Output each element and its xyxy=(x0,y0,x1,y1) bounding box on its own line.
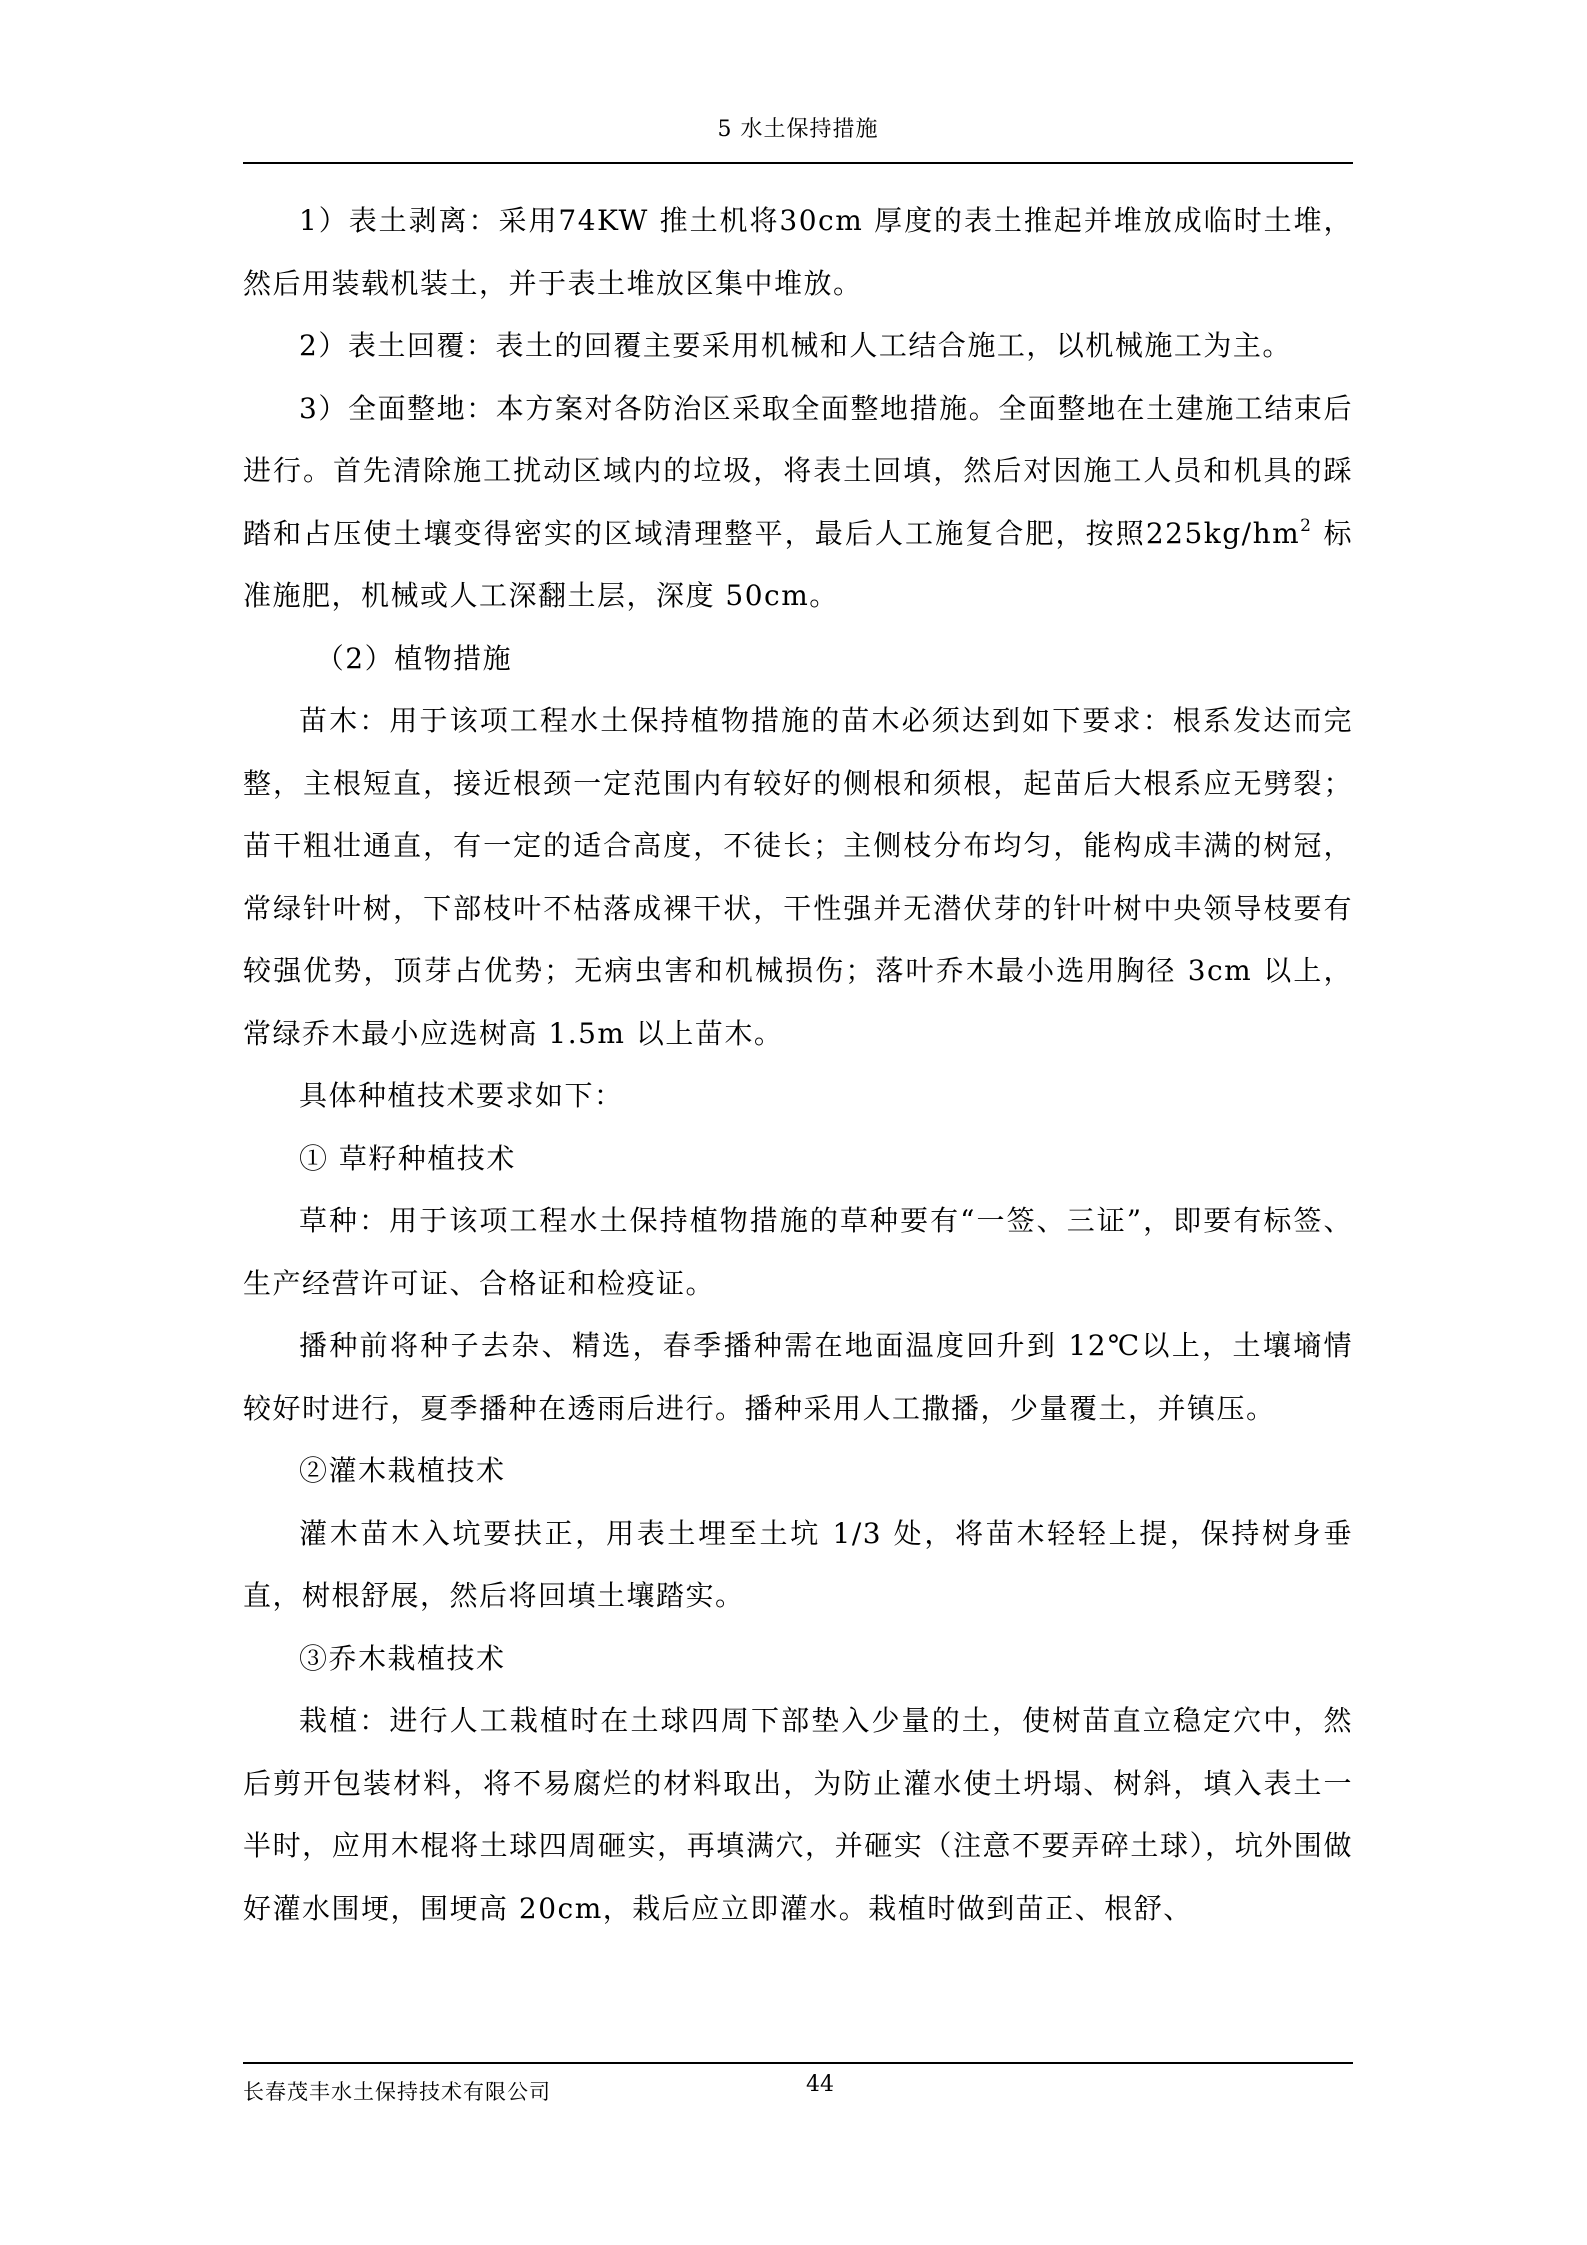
paragraph-tree-planting: 栽植：进行人工栽植时在土球四周下部垫入少量的土，使树苗直立稳定穴中，然后剪开包装材料，将不易腐烂的材料取出，为防止灌水使土坍塌、树斜，填入表土一半时，应用木棍将土球四周砸实，再填满穴，并砸实（注意不要弄碎土球），坑外围做好灌水围埂，围埂高 20cm，栽后应立即灌水。栽植时做到苗正、根舒、 xyxy=(243,1704,1353,1925)
footer-company: 长春茂丰水土保持技术有限公司 xyxy=(243,2080,551,2104)
subheading-tree-planting: ③乔木栽植技术 xyxy=(299,1641,506,1675)
header-rule xyxy=(243,162,1353,164)
paragraph-sowing: 播种前将种子去杂、精选，春季播种需在地面温度回升到 12℃以上，土壤墒情较好时进行，夏季播种在透雨后进行。播种采用人工撒播，少量覆土，并镇压。 xyxy=(243,1329,1353,1425)
paragraph-topsoil-backfill: 2）表土回覆：表土的回覆主要采用机械和人工结合施工，以机械施工为主。 xyxy=(299,329,1292,362)
paragraph-seedlings: 苗木：用于该项工程水土保持植物措施的苗木必须达到如下要求：根系发达而完整，主根短直，接近根颈一定范围内有较好的侧根和须根，起苗后大根系应无劈裂；苗干粗壮通直，有一定的适合高度，不徒长；主侧枝分布均匀，能构成丰满的树冠，常绿针叶树，下部枝叶不枯落成裸干状，干性强并无潜伏芽的针叶树中央领导枝要有较强优势，顶芽占优势；无病虫害和机械损伤；落叶乔木最小选用胸径 3cm 以上，常绿乔木最小应选树高 1.5m 以上苗木。 xyxy=(243,704,1353,1050)
fertilizer-rest: 标准施肥，机械或人工深翻土层，深度 50cm。 xyxy=(243,516,1353,612)
page-header: 5 水土保持措施 xyxy=(717,117,879,142)
fertilizer-rate: 225kg/hm xyxy=(1145,516,1301,550)
document-body xyxy=(243,190,1353,1940)
paragraph-grass-species: 草种：用于该项工程水土保持植物措施的草种要有“一签、三证”，即要有标签、生产经营许可证、合格证和检疫证。 xyxy=(243,1204,1353,1300)
subheading-shrub-planting: ②灌木栽植技术 xyxy=(299,1454,506,1487)
subheading-grass-seed: ① 草籽种植技术 xyxy=(299,1141,516,1175)
paragraph-shrub-planting: 灌木苗木入坑要扶正，用表土埋至土坑 1/3 处，将苗木轻轻上提，保持树身垂直，树根舒展，然后将回填土壤踏实。 xyxy=(243,1516,1353,1612)
paragraph-land-leveling xyxy=(243,378,1353,628)
paragraph-topsoil-stripping: 1）表土剥离：采用74KW 推土机将30cm 厚度的表土推起并堆放成临时土堆，然后用装载机装土，并于表土堆放区集中堆放。 xyxy=(243,204,1353,300)
page-number: 44 xyxy=(806,2072,834,2097)
paragraph-planting-intro: 具体种植技术要求如下： xyxy=(299,1079,624,1112)
section-heading-plant-measures: （2）植物措施 xyxy=(315,641,513,675)
footer-rule xyxy=(243,2062,1353,2064)
land-leveling-text: 3）全面整地：本方案对各防治区采取全面整地措施。全面整地在土建施工结束后进行。首先清除施工扰动区域内的垃圾，将表土回填，然后对因施工人员和机具的踩踏和占压使土壤变得密实的区域清理整平，最后人工施复合肥，按照 xyxy=(243,391,1353,550)
fertilizer-rate-exponent: 2 xyxy=(1300,515,1313,536)
